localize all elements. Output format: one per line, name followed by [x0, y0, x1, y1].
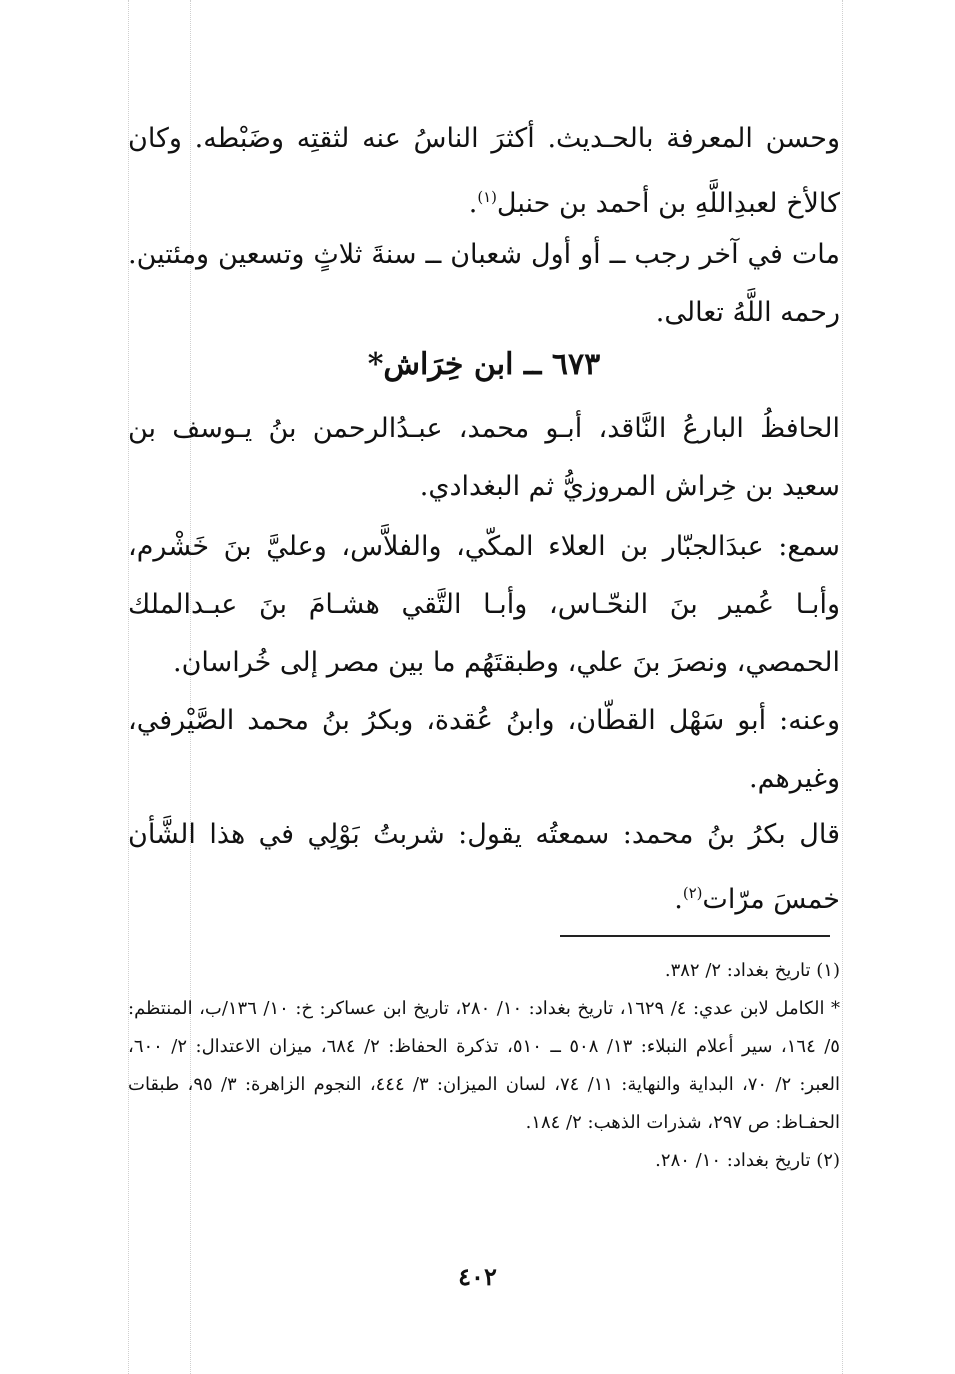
paragraph-text: قال بكرُ بنُ محمد: سمعتُه يقول: شربتُ بَوْلِي في هذا الشَّأن خمسَ مرّات [128, 819, 840, 915]
footnote-2: (٢) تاريخ بغداد: ١٠/ ٢٨٠. [655, 1150, 840, 1171]
page-number: ٤٠٢ [458, 1262, 497, 1291]
paragraph-end: . [468, 188, 478, 219]
paragraph-continuation [128, 110, 840, 233]
paragraph-text: وحسن المعرفة بالحـديث. أكثرَ الناسُ عنه لثقتِه وضَبْطه. وكان كالأخ لعبدِاللَّهِ بن أحمد بن حنبل [128, 123, 840, 219]
paragraph-students: وعنه: أبو سَهْل القطّان، وابنُ عُقدة، وبكرُ بنُ محمد الصَّيْرفي، وغيرهم. [128, 705, 840, 794]
footnote-sources: * الكامل لابن عدي: ٤/ ١٦٢٩، تاريخ بغداد: ١٠/ ٢٨٠، تاريخ ابن عساكر: خ: ١٠/ ١٣٦/ب، المنتظم: ٥/ ١٦٤، سير أعلام النبلاء: ١٣/ ٥٠٨ ــ ٥١٠، تذكرة الحفاظ: ٢/ ٦٨٤، ميزان الاعتدال: ٢/ ٦٠٠، العبر: ٢/ ٧٠، البداية والنهاية: ١١/ ٧٤، لسان الميزان: ٣/ ٤٤٤، النجوم الزاهرة: ٣/ ٩٥، طبقات الحفـاظ: ص ٢٩٧، شذرات الذهب: ٢/ ١٨٤. [128, 998, 840, 1133]
paragraph-death: مات في آخر رجب ــ أو أول شعبان ــ سنةَ ثلاثٍ وتسعين ومئتين. رحمه اللَّهُ تعالى. [128, 239, 840, 328]
footnote-ref: (٢) [682, 884, 703, 902]
footnote-1: (١) تاريخ بغداد: ٢/ ٣٨٢. [664, 960, 840, 981]
paragraph-end: . [674, 884, 683, 915]
paragraph-biography: الحافظُ البارعُ النَّاقد، أبـو محمد، عبـدُالرحمن بنُ يـوسف بن سعيد بن خِراش المروزيُّ ثم البغدادي. [128, 413, 840, 502]
scan-guide-line [842, 0, 843, 1374]
paragraph-quote [128, 806, 840, 929]
entry-heading: ٦٧٣ ــ ابن خِرَاش* [367, 347, 601, 382]
footnotes-section [128, 952, 840, 1180]
footnote-separator [560, 935, 830, 937]
footnote-ref: (١) [477, 188, 497, 206]
paragraph-teachers: سمع: عبدَالجبّار بن العلاء المكّي، والفلاَّس، وعليَّ بنَ خَشْرم، وأبـا عُمير بنَ النحّـاس، وأبـا التَّقي هشـامَ بنَ عبـدالملك الحمصي، ونصرَ بنَ علي، وطبقتَهُم ما بين مصر إلى خُراسان. [128, 531, 840, 678]
